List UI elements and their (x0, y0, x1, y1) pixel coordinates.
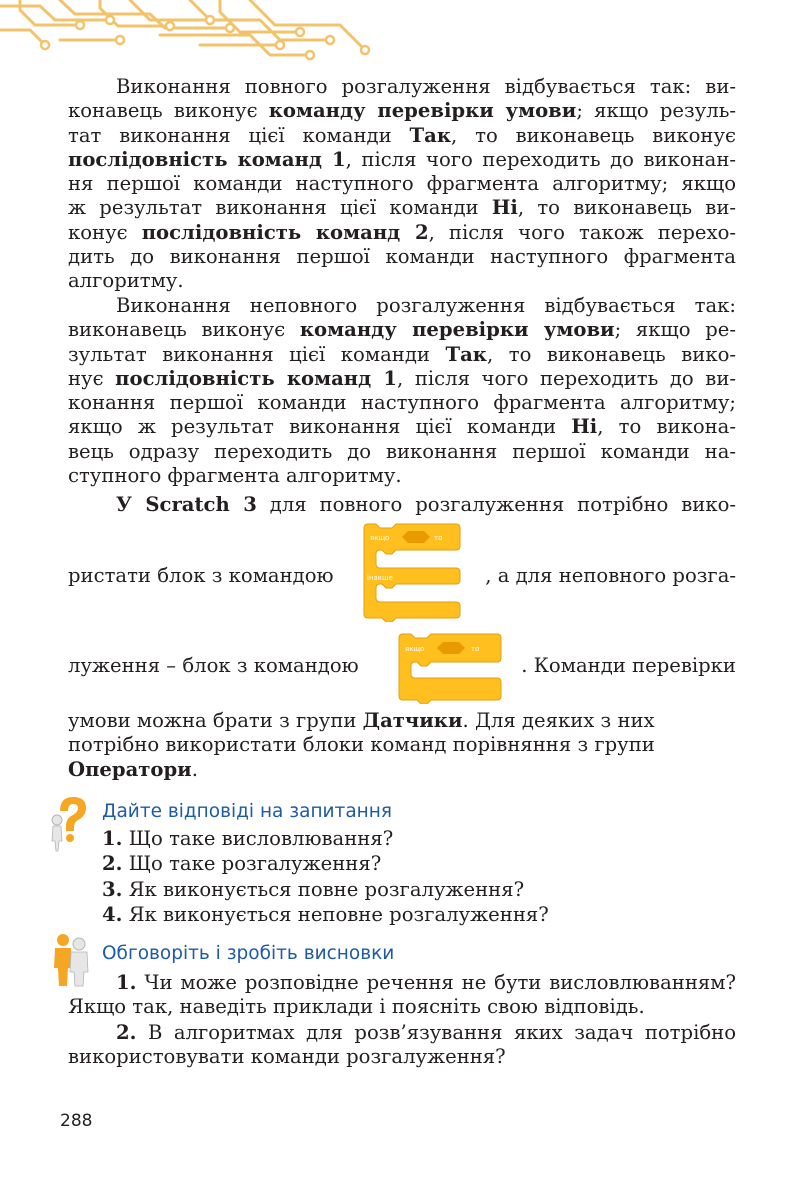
circuit-decoration (0, 0, 380, 70)
discuss-paragraph-2 (68, 1021, 736, 1070)
bold-term: Оператори (68, 757, 192, 781)
text-line: ж результат виконання цієї команди Ні, то виконавець ви- (68, 196, 737, 220)
text-line: 1. Чи може розповідне речення не бути висловлюванням? (116, 971, 736, 994)
bold-term: Ні (491, 196, 518, 220)
page-number: 288 (60, 1111, 93, 1131)
text-line: ня першої команди наступного фрагмента алгоритму; якщо (68, 172, 736, 196)
question-item: 4. Як виконується неповне розгалуження? (102, 902, 549, 926)
block-else-label: інакше (367, 574, 393, 582)
question-person-icon (46, 793, 92, 853)
text-line: 2. В алгоритмах для розв’язування яких задач потрібно (116, 1021, 736, 1044)
text-line: Виконання неповного розгалуження відбувається так: (116, 294, 736, 317)
bold-term: У Scratch 3 (116, 493, 257, 516)
discuss-lines (68, 971, 736, 1020)
paragraph-lines (68, 294, 736, 488)
line-text-after: . Команди перевірки (521, 654, 736, 677)
bold-term: послідовність команд 1 (68, 147, 346, 171)
bold-term: Так (445, 342, 487, 366)
scratch-if-else-block (362, 522, 462, 622)
text-line: конує послідовність команд 2, після чого також перехо- (68, 220, 736, 244)
text-line: послідовність команд 1, після чого переходить до виконан- (68, 147, 736, 171)
bold-term: команду перевірки умови (299, 318, 615, 342)
line-text-before: луження – блок з командою (68, 654, 359, 677)
text-line: нує послідовність команд 1, після чого переходить до ви- (68, 366, 737, 390)
text-line: виконавець виконує команду перевірки умови; якщо ре- (68, 318, 737, 342)
text-line: вець одразу переходить до виконання першої команди на- (68, 439, 736, 463)
text-line: ступного фрагмента алгоритму. (68, 464, 402, 488)
discuss-lines (68, 1021, 736, 1070)
bold-term: Ні (571, 415, 598, 439)
question-number: 2. (102, 852, 123, 876)
questions-title: Дайте відповіді на запитання (102, 801, 392, 822)
bold-term: послідовність команд 1 (115, 366, 398, 390)
bold-term: Датчики (362, 709, 463, 732)
text-line: конання першої команди наступного фрагмента алгоритму; (68, 391, 736, 415)
questions-list (102, 826, 549, 927)
paragraph-lines (68, 75, 736, 294)
condition-hex (402, 531, 430, 543)
bold-term: Так (409, 123, 451, 147)
question-number: 4. (102, 902, 123, 926)
scratch-line (68, 709, 736, 782)
bold-term: послідовність команд 2 (141, 220, 429, 244)
text-line: алгоритму. (68, 269, 184, 293)
block-if-label: якщо (370, 534, 390, 542)
line-text-before: ристати блок з командою (68, 564, 334, 587)
text-line: Виконання повного розгалуження відбувається так: ви- (116, 75, 736, 98)
text-line: використовувати команди розгалуження? (68, 1045, 506, 1069)
text-line: якщо ж результат виконання цієї команди Ні, то викона- (68, 415, 736, 439)
scratch-line: У Scratch 3 для повного розгалуження потрібно вико- (116, 493, 736, 516)
question-item: 1. Що таке висловлювання? (102, 827, 394, 850)
question-item: 2. Що таке розгалуження? (102, 852, 382, 876)
question-number: 1. (102, 827, 123, 850)
bold-term: 2. (116, 1021, 137, 1044)
discuss-paragraph-1 (68, 971, 736, 1020)
paragraph-full-branching (68, 75, 736, 294)
text-line: потрібно використати блоки команд порівняння з групи (68, 733, 655, 757)
text-line: дить до виконання першої команди наступного фрагмента (68, 245, 736, 269)
block-if-label: якщо (405, 645, 425, 653)
scratch-intro-line (68, 493, 736, 517)
question-items (102, 826, 549, 927)
scratch-ifelse-line (68, 522, 736, 622)
bold-term: 1. (116, 971, 137, 994)
text-line: Якщо так, наведіть приклади і поясніть свою відповідь. (68, 995, 645, 1019)
text-line: Оператори. (68, 757, 198, 781)
block-then-label: то (434, 534, 443, 542)
question-number: 3. (102, 877, 123, 901)
block-then-label: то (471, 645, 480, 653)
scratch-conditions-paragraph (68, 709, 736, 782)
text-line: умови можна брати з групи Датчики. Для деяких з них (68, 709, 655, 732)
question-item: 3. Як виконується повне розгалуження? (102, 877, 525, 901)
text-line: конавець виконує команду перевірки умови; якщо резуль- (68, 99, 736, 123)
scratch-if-block (397, 632, 503, 704)
discuss-title: Обговоріть і зробіть висновки (102, 943, 395, 964)
bold-term: команду перевірки умови (268, 99, 577, 123)
paragraph-partial-branching (68, 294, 736, 488)
text-line: зультат виконання цієї команди Так, то виконавець вико- (68, 342, 736, 366)
line-text-after: , а для неповного розга- (485, 564, 736, 587)
condition-hex (437, 642, 465, 654)
text-line: тат виконання цієї команди Так, то виконавець виконує (68, 123, 736, 147)
scratch-if-line (68, 632, 736, 704)
